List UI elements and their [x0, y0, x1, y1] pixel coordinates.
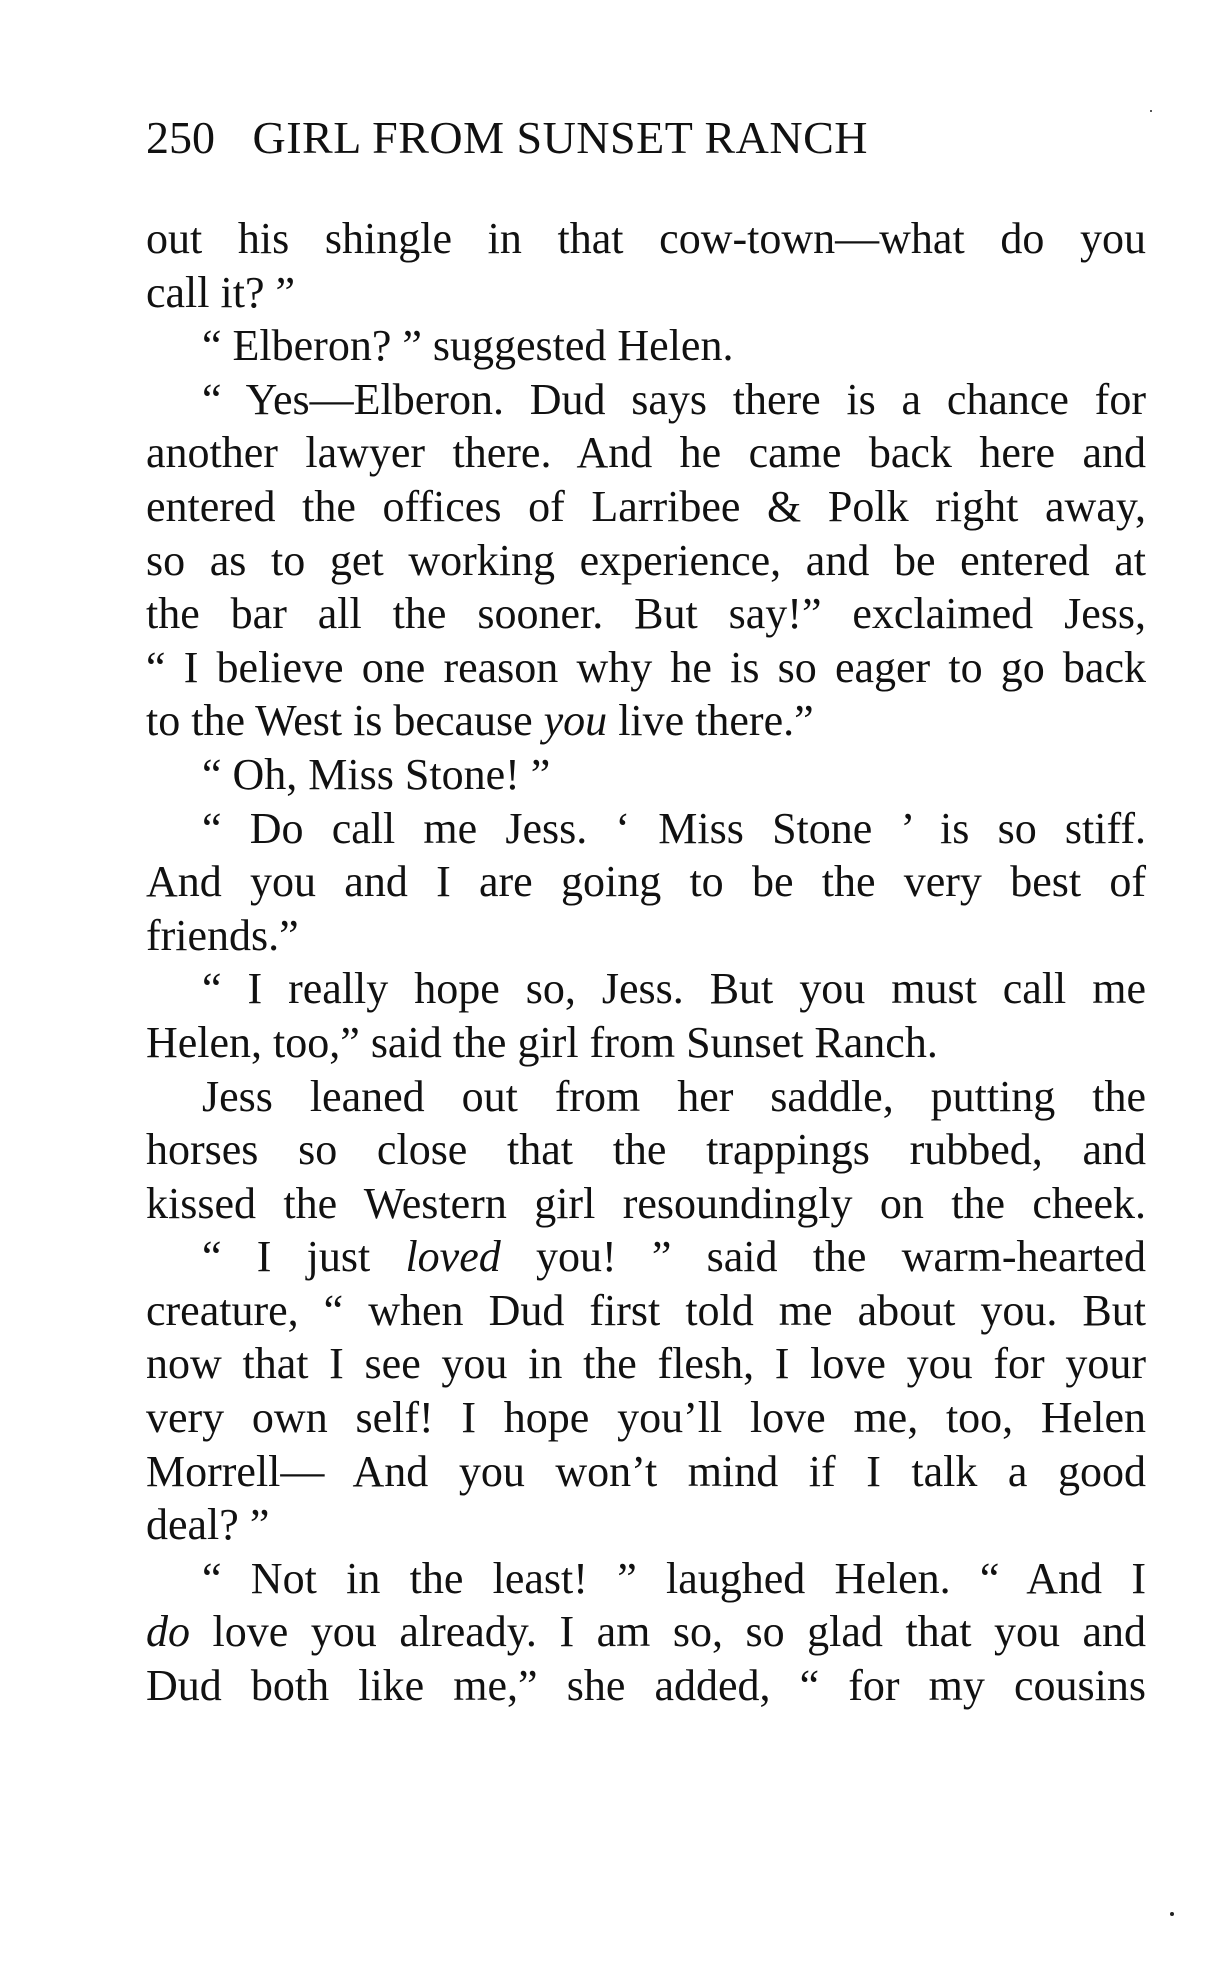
text-segment: “ I just: [202, 1232, 406, 1282]
text-line: another lawyer there. And he came back here and: [146, 428, 1146, 478]
text-line: “ Do call me Jess. ‘ Miss Stone ’ is so stiff.: [202, 803, 1146, 853]
page-number: 250: [146, 112, 215, 163]
text-line: Morrell— And you won’t mind if I talk a good: [146, 1446, 1146, 1496]
text-line: creature, “ when Dud first told me about you. But: [146, 1285, 1146, 1335]
italic-text: you: [543, 696, 608, 746]
text-segment: live there.”: [607, 696, 814, 746]
italic-text: do: [146, 1607, 190, 1657]
text-line: kissed the Western girl resoundingly on the cheek.: [146, 1178, 1146, 1228]
running-title: GIRL FROM SUNSET RANCH: [252, 112, 868, 163]
text-line: entered the offices of Larribee & Polk right away,: [146, 481, 1146, 531]
italic-text: loved: [405, 1232, 501, 1282]
text-line: call it? ”: [146, 267, 296, 317]
text-line: very own self! I hope you’ll love me, too, Helen: [146, 1393, 1146, 1443]
text-line: “ Not in the least! ” laughed Helen. “ And I: [202, 1553, 1146, 1603]
text-line: Dud both like me,” she added, “ for my cousins: [146, 1661, 1146, 1711]
paper-speck: [1170, 1912, 1174, 1916]
text-line: “ Yes—Elberon. Dud says there is a chance for: [202, 374, 1146, 424]
text-line: so as to get working experience, and be entered at: [146, 535, 1146, 585]
text-line: “ I really hope so, Jess. But you must call me: [202, 964, 1146, 1014]
text-line: [146, 694, 1146, 748]
text-line: out his shingle in that cow-town—what do you: [146, 214, 1146, 263]
text-segment: to the West is because: [146, 696, 544, 746]
text-line: “ Oh, Miss Stone! ”: [202, 749, 551, 799]
text-line: horses so close that the trappings rubbed, and: [146, 1125, 1146, 1175]
text-line: [146, 1230, 1146, 1284]
text-line: “ Elberon? ” suggested Helen.: [202, 321, 734, 371]
text-line: And you and I are going to be the very best of: [146, 857, 1146, 907]
text-segment: love you already. I am so, so glad that you and: [190, 1607, 1146, 1657]
text-line: friends.”: [146, 910, 299, 960]
text-line: the bar all the sooner. But say!” exclaimed Jess,: [146, 589, 1146, 639]
text-line: “ I believe one reason why he is so eager to go back: [146, 642, 1146, 692]
body-text: [146, 212, 1146, 1713]
page-header: [146, 108, 1146, 168]
text-line: deal? ”: [146, 1500, 270, 1550]
text-line: Jess leaned out from her saddle, putting the: [202, 1071, 1146, 1121]
text-line: [146, 1605, 1146, 1659]
paper-speck: [1150, 110, 1152, 112]
text-line: now that I see you in the flesh, I love you for your: [146, 1339, 1146, 1389]
text-line: Helen, too,” said the girl from Sunset Ranch.: [146, 1017, 938, 1067]
text-segment: you! ” said the warm-hearted: [500, 1232, 1146, 1282]
